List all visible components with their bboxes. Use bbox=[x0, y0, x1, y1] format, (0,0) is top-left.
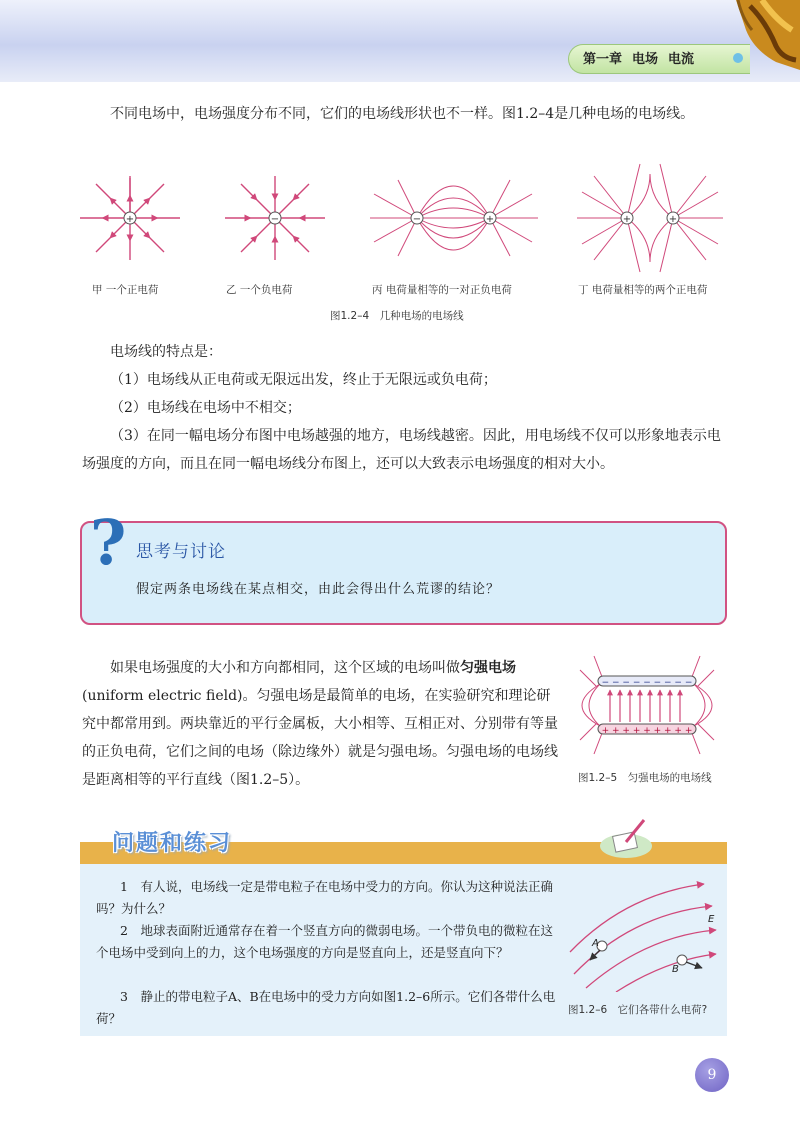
panel-label-d: 丁 电荷量相等的两个正电荷 bbox=[578, 284, 708, 296]
label-e: E bbox=[708, 914, 715, 925]
chapter-tab bbox=[568, 44, 750, 74]
label-b: B bbox=[672, 964, 679, 975]
uniform-field-paragraph bbox=[82, 654, 558, 794]
charge-sign: + bbox=[125, 214, 135, 225]
figure-caption-1-2-5: 图1.2–5 匀强电场的电场线 bbox=[578, 772, 712, 784]
question-mark-icon: ? bbox=[90, 506, 127, 579]
charge-sign: − bbox=[412, 214, 422, 225]
two-positive-field bbox=[577, 164, 723, 272]
uniform-text-before: 如果电场强度的大小和方向都相同，这个区域的电场叫做 bbox=[110, 660, 460, 676]
feature-item-1: （1）电场线从正电荷或无限远出发，终止于无限远或负电荷； bbox=[110, 372, 497, 388]
feature-item-3: （3）在同一幅电场分布图中电场越强的地方，电场线越密。因此，用电场线不仅可以形象地表示电场强度的方向，而且在同一幅电场线分布图上，还可以大致表示电场强度的相对大小。 bbox=[82, 428, 721, 472]
charge-sign: + bbox=[485, 214, 495, 225]
panel-label-c: 丙 电荷量相等的一对正负电荷 bbox=[372, 284, 512, 296]
feature-item-2: （2）电场线在电场中不相交； bbox=[110, 400, 301, 416]
chapter-label: 第一章 bbox=[583, 52, 623, 67]
dipole-field bbox=[370, 180, 538, 256]
figure-caption-1-2-4: 图1.2–4 几种电场的电场线 bbox=[330, 310, 464, 322]
plate-positive-signs: + + + + + + + + + bbox=[601, 726, 693, 736]
pencil-note-icon bbox=[596, 816, 656, 860]
charge-sign: − bbox=[270, 214, 280, 225]
charge-sign: + bbox=[668, 214, 678, 225]
exercise-item-3: 3 静止的带电粒子A、B在电场中的受力方向如图1.2–6所示。它们各带什么电荷？ bbox=[96, 989, 556, 1026]
intro-paragraph: 不同电场中，电场强度分布不同，它们的电场线形状也不一样。图1.2–4是几种电场的电场线。 bbox=[110, 106, 695, 122]
exercise-title: 问题和练习 bbox=[112, 831, 233, 856]
uniform-text-after: (uniform electric field)。匀强电场是最简单的电场，在实验研究和理论研究中都常用到。两块靠近的平行金属板，大小相等、互相正对、分别带有等量的正负电荷，它们之间的电场（除边缘外）就是匀强电场。匀强电场的电场线是距离相等的平行直线（图1.2–5）。 bbox=[82, 688, 558, 788]
plate-negative-signs: − − − − − − − − − bbox=[601, 678, 693, 688]
exercise-item-2: 2 地球表面附近通常存在着一个竖直方向的微弱电场。一个带负电的微粒在这个电场中受到向上的力，这个电场强度的方向是竖直向上，还是竖直向下？ bbox=[96, 923, 553, 960]
features-lead: 电场线的特点是： bbox=[110, 344, 222, 360]
header-dot bbox=[733, 53, 743, 63]
section-label-1: 电场 bbox=[632, 52, 659, 67]
field-lines-figure bbox=[80, 160, 740, 280]
section-label-2: 电流 bbox=[668, 52, 695, 67]
exercise-item-1: 1 有人说，电场线一定是带电粒子在电场中受力的方向。你认为这种说法正确吗？为什么？ bbox=[96, 879, 553, 916]
uniform-term: 匀强电场 bbox=[460, 660, 516, 676]
charged-particles-figure bbox=[566, 874, 726, 992]
uniform-field-figure bbox=[574, 650, 720, 760]
charge-sign: + bbox=[622, 214, 632, 225]
label-a: A bbox=[592, 938, 599, 949]
figure-caption-1-2-6: 图1.2–6 它们各带什么电荷? bbox=[568, 1004, 708, 1016]
panel-label-b: 乙 一个负电荷 bbox=[226, 284, 293, 296]
page-number: 9 bbox=[695, 1058, 729, 1092]
panel-label-a: 甲 一个正电荷 bbox=[92, 284, 159, 296]
think-title: 思考与讨论 bbox=[136, 542, 226, 562]
think-question: 假定两条电场线在某点相交，由此会得出什么荒谬的结论？ bbox=[136, 582, 501, 597]
